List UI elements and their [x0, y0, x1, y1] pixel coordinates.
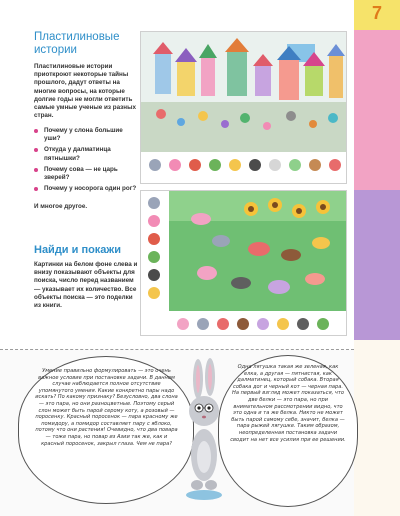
rabbit-figure-icon: [178, 357, 230, 507]
section2-title: Найди и покажи: [34, 244, 121, 256]
page-tab-purple: [354, 190, 400, 340]
section1-title: [34, 31, 119, 57]
page-tab-pink: [354, 30, 400, 190]
question-text: Почему у слона большие уши?: [44, 127, 123, 143]
question-text: Почему сова — не царь зверей?: [44, 165, 118, 182]
bullet-icon: [34, 168, 38, 172]
speech-bubble-left-text: Умение правильно формулировать — это очень важное условие при постановке задачи. В данном случае наблюдается полное отсутствие упомянутого умения. Какие конкретно пары надо искать? По какому признаку? Безусловно, два слона — это пара, но они разноцветные. Поэтому серый слон может быть парой серому коту, а розовый — поросенку. Красный поросенок — пара красному же помидору, а помидор составляет пару с яблоко, потому что они растения! Очевидно, что два повара — тоже пара, но повар из Азии так же, как и красный поросенок, закрыл глаза. Чем не пара?: [35, 368, 178, 447]
speech-bubble-right-text: Одна лягушка такая же зеленая, как елка, а другая — пятнистая, как далматинец, который собака. Вторая собака дог и черный кот — черная пара. На первый взгляд может показаться, что две белки — это пара, но при внимательном рассмотрении видно, что это одна и та же белка. Никто не может быть парой самому себе, значит, белка — пара рыжей лягушке. Таким образом, неопределенная постановка задачи сводит на нет все усилия при ее решении.: [230, 364, 346, 443]
page-number: 7: [371, 3, 382, 23]
meadow-scene-image: [141, 191, 347, 336]
animals-meadow-illustration: [140, 190, 347, 336]
more-text: И многое другое.: [34, 203, 88, 210]
section2-body: Картинки на белом фоне слева и внизу показывают объекты для поиска, число перед названием — указывает их количество. Все объекты поиска — это поделки из книги.: [34, 261, 138, 310]
question-item: [34, 166, 138, 182]
question-list: [34, 127, 138, 196]
bullet-icon: [34, 148, 38, 152]
section1-intro: Пластилиновые истории приоткроют некоторые тайны прошлого, дадут ответы на многие вопросы, на которые долгие годы не могли ответить самые умные ученые из разных стран.: [34, 63, 136, 120]
dashed-divider: [0, 349, 354, 350]
bullet-icon: [34, 187, 38, 191]
section1-title-line2: истории: [34, 44, 77, 56]
question-text: Откуда у далматинца пятнышки?: [44, 146, 111, 162]
question-text: Почему у носорога один рог?: [44, 185, 137, 193]
plasticine-town-illustration: [140, 31, 347, 184]
town-scene-image: [141, 32, 347, 184]
page-tab-cream: [354, 340, 400, 516]
question-item: [34, 185, 138, 193]
bullet-icon: [34, 129, 38, 133]
question-item: [34, 127, 138, 143]
section1-title-line1: Пластилиновые: [34, 31, 120, 43]
question-item: [34, 146, 138, 162]
